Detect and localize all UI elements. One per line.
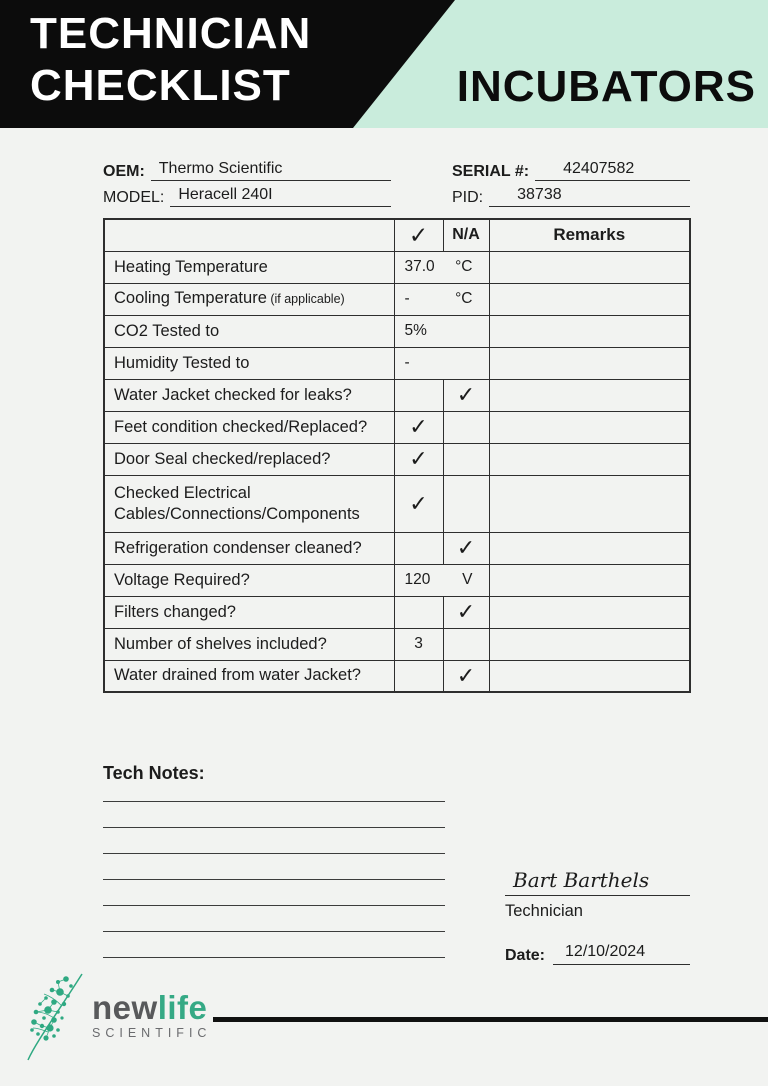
row-label: Refrigeration condenser cleaned?: [104, 532, 394, 564]
row-label: Water Jacket checked for leaks?: [104, 379, 394, 411]
check-cell: [394, 379, 443, 411]
technician-signature: Bart Barthels: [505, 868, 690, 896]
row-label: Water drained from water Jacket?: [104, 660, 394, 692]
value-cell: -: [394, 347, 489, 379]
serial-value: 42407582: [535, 160, 690, 181]
check-cell: ✓: [394, 411, 443, 443]
header-na-column: N/A: [443, 219, 489, 251]
serial-label: SERIAL #:: [452, 163, 530, 180]
model-label: MODEL:: [103, 189, 165, 206]
na-cell: ✓: [443, 596, 489, 628]
remarks-cell: [489, 283, 690, 315]
check-cell: ✓: [394, 475, 443, 532]
remarks-cell: [489, 443, 690, 475]
header-check-column: ✓: [394, 219, 443, 251]
title-line-2: CHECKLIST: [30, 61, 291, 110]
model-value: Heracell 240I: [170, 186, 391, 207]
table-row: [104, 347, 690, 379]
check-cell: [394, 532, 443, 564]
equipment-category-title: INCUBATORS: [456, 62, 756, 111]
logo-word-scientific: SCIENTIFIC: [92, 1026, 212, 1040]
na-cell: ✓: [443, 660, 489, 692]
oem-label: OEM:: [103, 163, 145, 180]
row-label: Humidity Tested to: [104, 347, 394, 379]
na-cell: [443, 411, 489, 443]
header-banner: [0, 0, 768, 128]
serial-field: [452, 160, 690, 181]
remarks-cell: [489, 475, 690, 532]
value-cell: - °C: [394, 283, 489, 315]
model-field: [103, 186, 391, 207]
oem-value: Thermo Scientific: [151, 160, 391, 181]
remarks-cell: [489, 315, 690, 347]
row-label: Cooling Temperature (if applicable): [104, 283, 394, 315]
date-value: 12/10/2024: [553, 943, 690, 965]
remarks-cell: [489, 347, 690, 379]
table-row: [104, 628, 690, 660]
remarks-cell: [489, 564, 690, 596]
row-label: Feet condition checked/Replaced?: [104, 411, 394, 443]
check-cell: 3: [394, 628, 443, 660]
checklist-table: [103, 218, 691, 693]
value-cell: 5%: [394, 315, 489, 347]
pid-value: 38738: [489, 186, 690, 207]
na-cell: [443, 443, 489, 475]
value-cell: 37.0 °C: [394, 251, 489, 283]
oem-field: [103, 160, 391, 181]
date-field: [505, 943, 690, 965]
tech-notes-lines: [103, 776, 445, 958]
logo-word-new: new: [92, 989, 158, 1026]
leaf-network-icon: [24, 970, 88, 1062]
row-label: Voltage Required?: [104, 564, 394, 596]
row-label: CO2 Tested to: [104, 315, 394, 347]
pid-label: PID:: [452, 189, 484, 206]
table-row: [104, 283, 690, 315]
note-line: [103, 880, 445, 906]
check-cell: [394, 660, 443, 692]
table-row: [104, 443, 690, 475]
na-cell: ✓: [443, 532, 489, 564]
header-blank-cell: [104, 219, 394, 251]
remarks-cell: [489, 411, 690, 443]
newlife-scientific-logo: [24, 970, 211, 1062]
note-line: [103, 802, 445, 828]
table-row: [104, 379, 690, 411]
table-header-row: [104, 219, 690, 251]
row-label: Door Seal checked/replaced?: [104, 443, 394, 475]
footer-rule: [213, 1017, 768, 1022]
table-row: [104, 475, 690, 532]
note-line: [103, 854, 445, 880]
title-line-1: TECHNICIAN: [30, 9, 312, 58]
note-line: [103, 828, 445, 854]
table-row: [104, 564, 690, 596]
pid-field: [452, 186, 690, 207]
header-remarks-column: Remarks: [489, 219, 690, 251]
table-row: [104, 532, 690, 564]
row-label: Filters changed?: [104, 596, 394, 628]
note-line: [103, 932, 445, 958]
table-row: [104, 596, 690, 628]
value-cell: 120 V: [394, 564, 489, 596]
note-line: [103, 906, 445, 932]
check-cell: [394, 596, 443, 628]
logo-wordmark: [92, 989, 212, 1040]
remarks-cell: [489, 532, 690, 564]
remarks-cell: [489, 251, 690, 283]
na-cell: ✓: [443, 379, 489, 411]
technician-role-label: Technician: [505, 902, 583, 920]
date-label: Date:: [505, 947, 546, 964]
checklist-tbody: [104, 251, 690, 692]
remarks-cell: [489, 379, 690, 411]
row-label: Checked Electrical Cables/Connections/Components: [104, 475, 394, 532]
remarks-cell: [489, 660, 690, 692]
row-label: Heating Temperature: [104, 251, 394, 283]
table-row: [104, 411, 690, 443]
table-row: [104, 660, 690, 692]
tech-notes-label: Tech Notes:: [103, 763, 205, 783]
na-cell: [443, 628, 489, 660]
remarks-cell: [489, 628, 690, 660]
logo-word-life: life: [157, 989, 208, 1026]
check-cell: ✓: [394, 443, 443, 475]
note-line: [103, 776, 445, 802]
table-row: [104, 251, 690, 283]
document-title: [30, 8, 311, 112]
na-cell: [443, 475, 489, 532]
row-label: Number of shelves included?: [104, 628, 394, 660]
remarks-cell: [489, 596, 690, 628]
table-row: [104, 315, 690, 347]
